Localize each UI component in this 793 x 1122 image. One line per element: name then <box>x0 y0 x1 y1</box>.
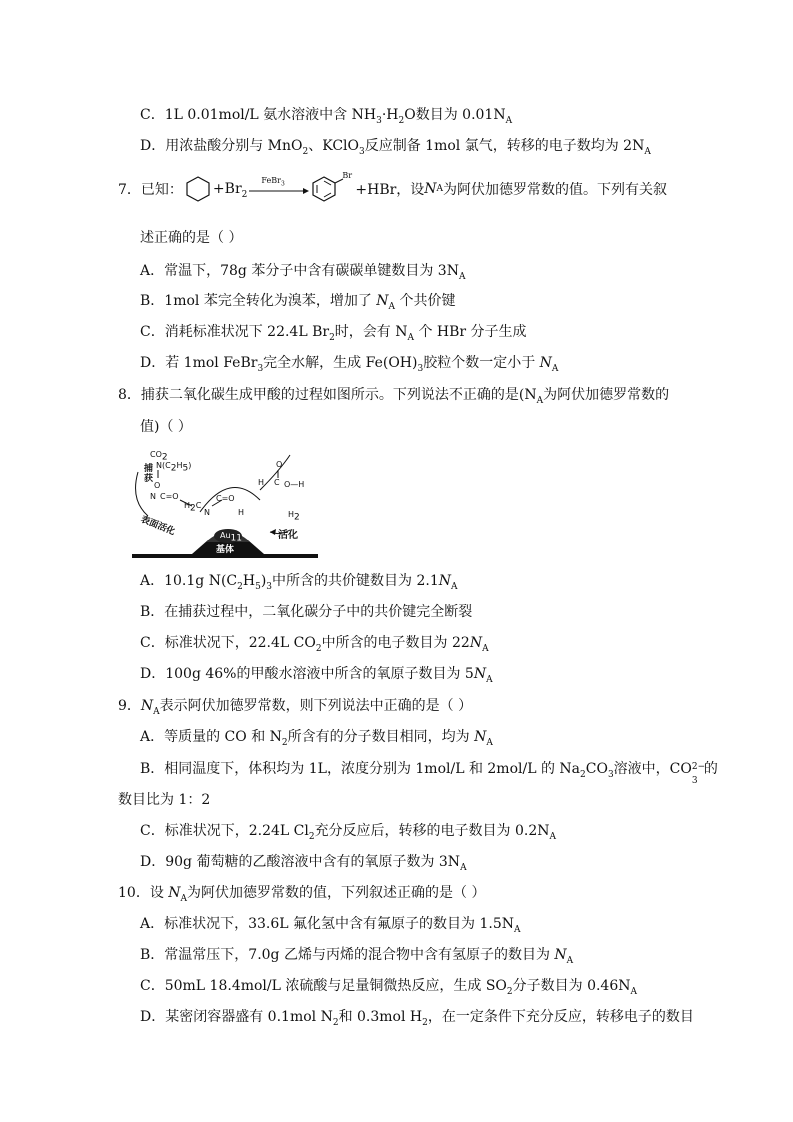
q6-option-c: C．1L 0.01mol/L 氨水溶液中含 $NH_3\cdot H_2O$数目为 $0.01N_A$ <box>140 107 513 126</box>
q8-stem: 8．捕获二氧化碳生成甲酸的过程如图所示。下列说法不正确的是($N_A$为阿伏加德罗常数的 <box>118 387 670 406</box>
q7-option-a: A．常温下，78g 苯分子中含有碳碳单键数目为 $3N_A$ <box>140 263 466 282</box>
q7-stem-equation: 7．已知： $+Br_2$ FeBr$_3$ Br +HBr，设 N A 为阿伏加德罗常数的值。下列有关叙 <box>118 174 667 204</box>
q7-option-d: D．若 1mol FeBr$_3$完全水解，生成 $Fe(OH)_3$胶粒个数一定小于 $N_A$ <box>140 355 559 374</box>
q7-option-c: C．消耗标准状况下 22.4L $Br_2$时，会有 $N_A$ 个 HBr 分子生成 <box>140 324 527 343</box>
q9-option-b-cont: 数目比为 1：2 <box>118 792 211 808</box>
q7-stem-cont: 述正确的是（ ） <box>140 230 243 246</box>
q10-option-b: B．常温常压下，7.0g 乙烯与丙烯的混合物中含有氢原子的数目为 $N_A$ <box>140 947 574 966</box>
q10-option-d: D．某密闭容器盛有 0.1mol $N_2$和 0.3mol $H_2$，在一定条件下充分反应，转移电子的数目 <box>140 1009 694 1028</box>
q10-option-a: A．标准状况下，33.6L 氟化氢中含有氟原子的数目为 $1.5N_A$ <box>140 916 521 935</box>
q8-option-a: A．10.1g $N(C_2H_5)_3$中所含的共价键数目为 $2.1N_A$ <box>140 573 458 592</box>
q8-stem-cont: 值)（ ） <box>140 419 192 435</box>
q9-option-b: B．相同温度下，体积均为 1L，浓度分别为 1mol/L 和 2mol/L 的 $Na_2CO_3$溶液中，CO 2− 3 的 <box>140 761 718 786</box>
co2-capture-figure: $CO_2$ 捕 获 $N(C_2H_5)$ O N C=O $H_2C$ N C=O H 表面活化 $Au_{11}$ 基体 $H_2$ 活化 H C O O—H <box>130 450 320 560</box>
q9-option-c: C．标准状况下，2.24L $Cl_2$充分反应后，转移的电子数目为 $0.2N_A$ <box>140 823 557 842</box>
q9-option-d: D．90g 葡萄糖的乙酸溶液中含有的氧原子数为 $3N_A$ <box>140 854 467 873</box>
q9-stem: 9．$N_A$表示阿伏加德罗常数，则下列说法中正确的是（ ） <box>118 698 473 717</box>
reaction-arrow: FeBr$_3$ <box>247 179 309 199</box>
bromobenzene-icon: Br <box>309 174 355 204</box>
q6-option-d: D．用浓盐酸分别与 MnO$_2$、KClO$_3$反应制备 1mol 氯气，转移的电子数均为 $2N_A$ <box>140 138 651 157</box>
q9-option-a: A．等质量的 CO 和 $N_2$所含有的分子数目相同，均为 $N_A$ <box>140 729 493 748</box>
q8-option-b: B．在捕获过程中，二氧化碳分子中的共价键完全断裂 <box>140 604 473 620</box>
benzene-ring-icon <box>183 174 213 204</box>
q7-option-b: B．1mol 苯完全转化为溴苯，增加了 $N_A$ 个共价键 <box>140 293 456 312</box>
q10-option-c: C．50mL 18.4mol/L 浓硫酸与足量铜微热反应，生成 $SO_2$分子数目为 $0.46N_A$ <box>140 978 637 997</box>
q10-stem: 10．设 $N_A$为阿伏加德罗常数的值，下列叙述正确的是（ ） <box>118 885 486 904</box>
q8-option-c: C．标准状况下，22.4L $CO_2$中所含的电子数目为 $22N_A$ <box>140 635 489 654</box>
q8-option-d: D．100g 46%的甲酸水溶液中所含的氧原子数目为 $5N_A$ <box>140 666 493 685</box>
